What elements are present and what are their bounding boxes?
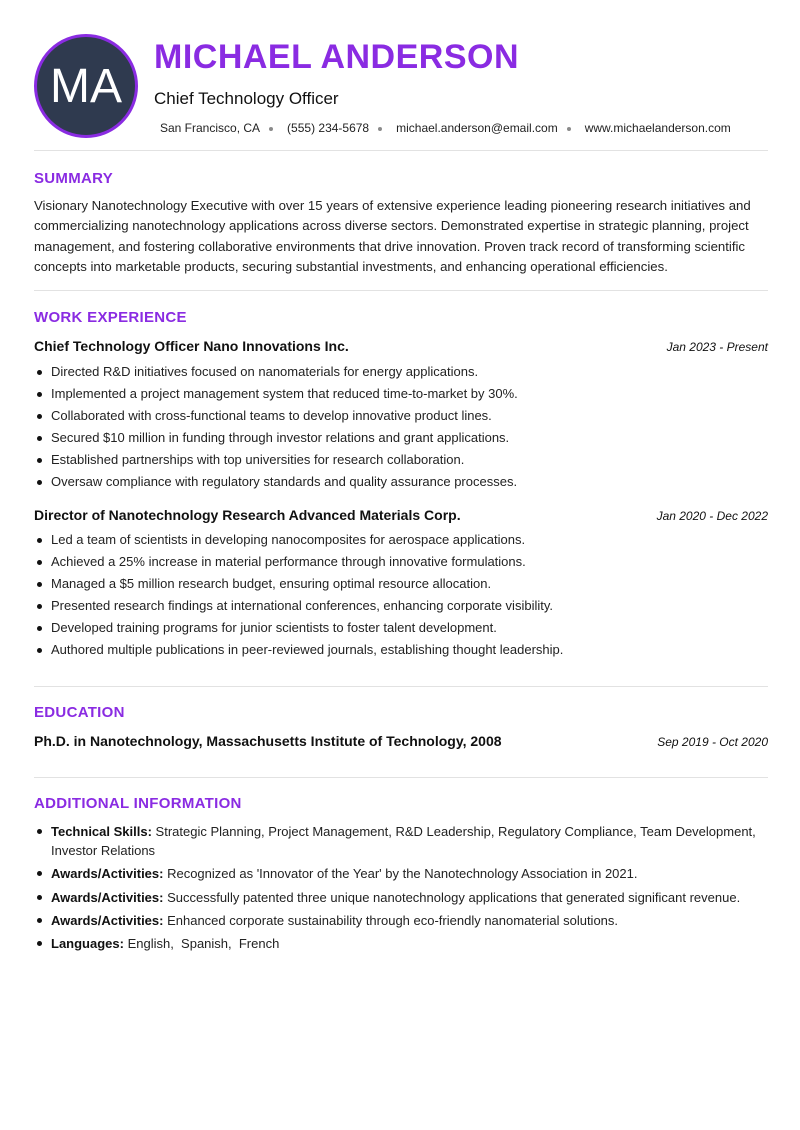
avatar: MA — [34, 34, 138, 138]
separator-dot — [269, 127, 273, 131]
additional-heading: ADDITIONAL INFORMATION — [34, 795, 242, 812]
job-bullets — [34, 531, 768, 664]
item-text: Strategic Planning, Project Management, R&D Leadership, Regulatory Compliance, Team Development, Investor Relations — [51, 824, 756, 858]
list-item: Established partnerships with top universities for research collaboration. — [34, 451, 768, 473]
list-item: Implemented a project management system that reduced time-to-market by 30%. — [34, 385, 768, 407]
divider — [34, 150, 768, 151]
contact-line — [160, 121, 731, 135]
education-degree: Ph.D. in Nanotechnology, Massachusetts Institute of Technology, 2008 — [34, 733, 502, 749]
education-entry — [34, 733, 768, 751]
list-item — [34, 822, 768, 860]
list-item: Led a team of scientists in developing nanocomposites for aerospace applications. — [34, 531, 768, 553]
list-item: Collaborated with cross-functional teams to develop innovative product lines. — [34, 407, 768, 429]
divider — [34, 777, 768, 778]
divider — [34, 290, 768, 291]
list-item — [34, 911, 768, 930]
job-header — [34, 338, 768, 356]
contact-email[interactable]: michael.anderson@email.com — [396, 121, 558, 135]
list-item: Achieved a 25% increase in material performance through innovative formulations. — [34, 553, 768, 575]
education-heading: EDUCATION — [34, 704, 125, 721]
resume-header — [34, 34, 768, 138]
item-label: Awards/Activities: — [51, 866, 164, 882]
experience-heading: WORK EXPERIENCE — [34, 309, 187, 326]
additional-list — [34, 822, 768, 957]
list-item: Developed training programs for junior scientists to foster talent development. — [34, 619, 768, 641]
job-dates: Jan 2020 - Dec 2022 — [656, 509, 768, 523]
job-role: Chief Technology Officer Nano Innovations Inc. — [34, 338, 349, 354]
item-text: Recognized as 'Innovator of the Year' by the Nanotechnology Association in 2021. — [163, 866, 638, 882]
candidate-name: MICHAEL ANDERSON — [154, 38, 520, 76]
list-item — [34, 888, 768, 907]
item-label: Awards/Activities: — [51, 912, 164, 928]
item-label: Awards/Activities: — [51, 889, 164, 905]
job-header — [34, 507, 768, 525]
divider — [34, 686, 768, 687]
list-item: Presented research findings at international conferences, enhancing corporate visibility. — [34, 597, 768, 619]
separator-dot — [567, 127, 571, 131]
item-text: English, Spanish, French — [123, 936, 280, 952]
list-item: Directed R&D initiatives focused on nanomaterials for energy applications. — [34, 363, 768, 385]
contact-location: San Francisco, CA — [160, 121, 261, 135]
job-bullets — [34, 363, 768, 496]
item-text: Enhanced corporate sustainability through eco-friendly nanomaterial solutions. — [163, 912, 619, 928]
list-item: Secured $10 million in funding through investor relations and grant applications. — [34, 429, 768, 451]
list-item: Managed a $5 million research budget, ensuring optimal resource allocation. — [34, 575, 768, 597]
list-item: Oversaw compliance with regulatory standards and quality assurance processes. — [34, 473, 768, 495]
list-item: Authored multiple publications in peer-reviewed journals, establishing thought leadership. — [34, 641, 768, 663]
item-label: Languages: — [51, 936, 124, 952]
list-item — [34, 864, 768, 883]
separator-dot — [378, 127, 382, 131]
item-label: Technical Skills: — [51, 824, 152, 839]
job-title: Chief Technology Officer — [154, 89, 339, 108]
education-dates: Sep 2019 - Oct 2020 — [657, 735, 768, 749]
contact-website[interactable]: www.michaelanderson.com — [584, 121, 731, 135]
item-text: Successfully patented three unique nanotechnology applications that generated significant revenue. — [163, 889, 741, 905]
contact-phone[interactable]: (555) 234-5678 — [287, 121, 370, 135]
list-item — [34, 934, 768, 953]
job-role: Director of Nanotechnology Research Advanced Materials Corp. — [34, 507, 461, 523]
summary-text: Visionary Nanotechnology Executive with over 15 years of extensive experience leading pioneering research initiatives and commercializing nanotechnology applications across diverse sectors. Demonstrated expertise in strategic planning, project management, and fostering collaborative environments that drive innovation. Proven track record of transforming scientific concepts into marketable products, securing substantial investments, and enhancing operational efficiencies. — [34, 198, 751, 274]
job-dates: Jan 2023 - Present — [666, 340, 768, 354]
summary-heading: SUMMARY — [34, 170, 114, 187]
